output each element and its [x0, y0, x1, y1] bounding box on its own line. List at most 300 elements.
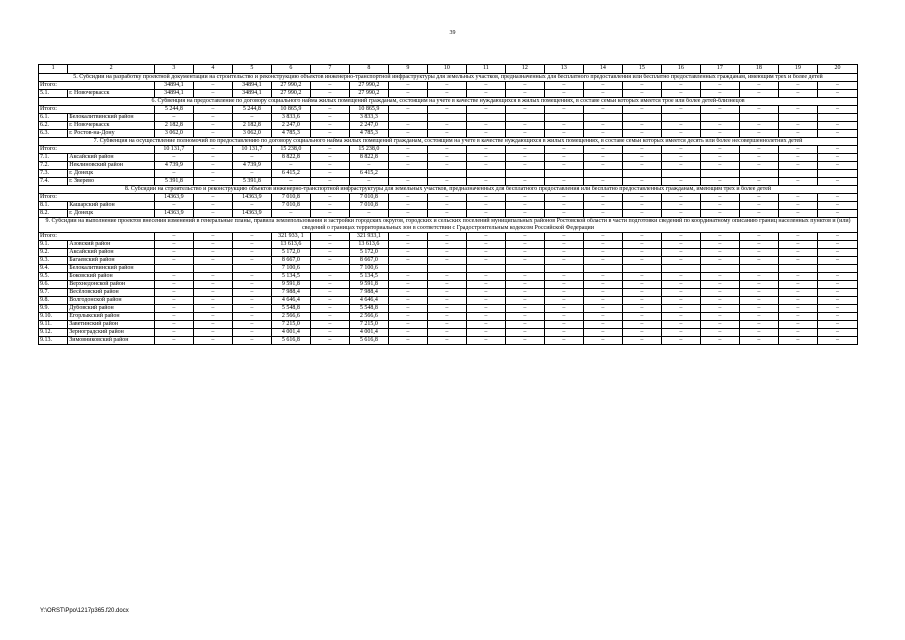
- value-cell: [310, 265, 349, 273]
- value-cell: –: [700, 305, 739, 313]
- value-cell: –: [778, 210, 817, 218]
- value-cell: –: [427, 82, 466, 90]
- value-cell: –: [427, 162, 466, 170]
- value-cell: –: [544, 329, 583, 337]
- value-cell: 9 591,8: [271, 281, 310, 289]
- value-cell: 34894,1: [232, 82, 271, 90]
- value-cell: –: [739, 297, 778, 305]
- value-cell: –: [700, 154, 739, 162]
- value-cell: –: [700, 329, 739, 337]
- value-cell: 10 131,7: [232, 146, 271, 154]
- municipality-name: Весёловский район: [68, 289, 155, 297]
- value-cell: 27 990,2: [271, 82, 310, 90]
- value-cell: 5 134,5: [349, 273, 388, 281]
- value-cell: –: [505, 297, 544, 305]
- value-cell: [700, 265, 739, 273]
- value-cell: [154, 265, 193, 273]
- value-cell: 5 244,8: [232, 106, 271, 114]
- value-cell: –: [427, 337, 466, 345]
- value-cell: –: [778, 321, 817, 329]
- value-cell: 5 616,8: [349, 337, 388, 345]
- value-cell: 2 247,0: [271, 122, 310, 130]
- value-cell: –: [232, 289, 271, 297]
- value-cell: –: [583, 194, 622, 202]
- table-row: [39, 265, 858, 273]
- value-cell: –: [544, 297, 583, 305]
- section-header-row: [39, 218, 858, 233]
- value-cell: –: [232, 321, 271, 329]
- value-cell: 5 172,0: [271, 249, 310, 257]
- value-cell: –: [544, 305, 583, 313]
- table-row: [39, 154, 858, 162]
- value-cell: 7 100,6: [271, 265, 310, 273]
- value-cell: –: [466, 90, 505, 98]
- value-cell: –: [388, 154, 427, 162]
- municipality-name: Неклиновский район: [68, 162, 155, 170]
- municipality-name: Белокалитвинский район: [68, 265, 155, 273]
- value-cell: –: [388, 249, 427, 257]
- municipality-name: г. Новочеркасск: [68, 90, 155, 98]
- value-cell: –: [193, 82, 232, 90]
- value-cell: –: [583, 154, 622, 162]
- table-row: [39, 130, 858, 138]
- value-cell: 8 822,8: [349, 154, 388, 162]
- value-cell: –: [466, 162, 505, 170]
- value-cell: –: [778, 130, 817, 138]
- value-cell: –: [817, 241, 857, 249]
- value-cell: –: [778, 146, 817, 154]
- municipality-name: Аксайский район: [68, 154, 155, 162]
- value-cell: –: [544, 202, 583, 210]
- budget-table-container: [38, 64, 858, 345]
- value-cell: –: [505, 337, 544, 345]
- value-cell: –: [388, 273, 427, 281]
- value-cell: –: [661, 194, 700, 202]
- column-number: 20: [817, 65, 857, 74]
- value-cell: –: [544, 313, 583, 321]
- value-cell: –: [661, 337, 700, 345]
- value-cell: 13 613,6: [271, 241, 310, 249]
- value-cell: –: [154, 241, 193, 249]
- value-cell: –: [193, 122, 232, 130]
- value-cell: –: [232, 233, 271, 241]
- table-row: [39, 170, 858, 178]
- table-body: [39, 65, 858, 345]
- value-cell: –: [700, 202, 739, 210]
- column-number: 16: [661, 65, 700, 74]
- value-cell: –: [661, 210, 700, 218]
- row-index: 9.1.: [39, 241, 68, 249]
- value-cell: –: [427, 257, 466, 265]
- value-cell: –: [544, 82, 583, 90]
- municipality-name: г. Ростов-на-Дону: [68, 130, 155, 138]
- column-number: 7: [310, 65, 349, 74]
- value-cell: 3 833,6: [271, 114, 310, 122]
- value-cell: –: [544, 122, 583, 130]
- value-cell: 34894,1: [232, 90, 271, 98]
- value-cell: –: [817, 337, 857, 345]
- value-cell: 10 865,9: [271, 106, 310, 114]
- value-cell: –: [817, 321, 857, 329]
- municipality-name: Багаевский район: [68, 257, 155, 265]
- municipality-name: г. Зверево: [68, 178, 155, 186]
- value-cell: 34894,1: [154, 90, 193, 98]
- value-cell: –: [388, 194, 427, 202]
- value-cell: –: [661, 122, 700, 130]
- value-cell: –: [700, 178, 739, 186]
- value-cell: 13 613,6: [349, 241, 388, 249]
- column-number: 19: [778, 65, 817, 74]
- value-cell: –: [700, 289, 739, 297]
- value-cell: –: [778, 202, 817, 210]
- value-cell: –: [232, 329, 271, 337]
- value-cell: –: [427, 297, 466, 305]
- municipality-name: Дубовский район: [68, 305, 155, 313]
- value-cell: –: [700, 106, 739, 114]
- value-cell: –: [193, 289, 232, 297]
- row-index: 9.4.: [39, 265, 68, 273]
- value-cell: –: [427, 130, 466, 138]
- value-cell: –: [661, 82, 700, 90]
- total-label: Итого:: [39, 233, 155, 241]
- value-cell: –: [193, 146, 232, 154]
- value-cell: –: [232, 241, 271, 249]
- value-cell: 5 548,8: [271, 305, 310, 313]
- value-cell: [388, 265, 427, 273]
- value-cell: 2 182,8: [154, 122, 193, 130]
- row-index: 6.2.: [39, 122, 68, 130]
- value-cell: 5 172,0: [349, 249, 388, 257]
- value-cell: –: [505, 202, 544, 210]
- value-cell: 3 062,0: [232, 130, 271, 138]
- value-cell: –: [817, 202, 857, 210]
- page-number: 39: [449, 30, 456, 36]
- value-cell: –: [817, 329, 857, 337]
- row-index: 9.2.: [39, 249, 68, 257]
- column-number: 15: [622, 65, 661, 74]
- value-cell: –: [154, 170, 193, 178]
- municipality-name: Белокалитвинский район: [68, 114, 155, 122]
- value-cell: 34894,1: [154, 82, 193, 90]
- value-cell: –: [154, 329, 193, 337]
- value-cell: –: [505, 305, 544, 313]
- value-cell: [778, 114, 817, 122]
- table-row: [39, 329, 858, 337]
- value-cell: [544, 170, 583, 178]
- row-index: 8.1.: [39, 202, 68, 210]
- section-title: 9. Субсидии на выполнение проектов внесения изменений в генеральные планы, правила землепользования и застройки городских округов, городских и сельских поселений муниципальных районов Ростовской области в части подготовки сведений по координатному описанию границ населенных пунктов и (или) сведений о границах территориальных зон в соответствии с Градостроительным кодексом Российской Федерации: [39, 218, 858, 233]
- value-cell: 7 010,8: [349, 202, 388, 210]
- value-cell: [739, 170, 778, 178]
- column-number: 9: [388, 65, 427, 74]
- value-cell: 4 785,3: [349, 130, 388, 138]
- value-cell: –: [193, 273, 232, 281]
- value-cell: –: [583, 289, 622, 297]
- value-cell: 4 739,9: [232, 162, 271, 170]
- table-row: [39, 249, 858, 257]
- column-number: 4: [193, 65, 232, 74]
- value-cell: –: [427, 106, 466, 114]
- value-cell: –: [778, 178, 817, 186]
- value-cell: –: [505, 313, 544, 321]
- value-cell: –: [388, 82, 427, 90]
- value-cell: –: [778, 233, 817, 241]
- row-index: 7.2.: [39, 162, 68, 170]
- value-cell: –: [310, 313, 349, 321]
- value-cell: –: [193, 210, 232, 218]
- value-cell: [466, 265, 505, 273]
- value-cell: –: [583, 337, 622, 345]
- value-cell: –: [349, 162, 388, 170]
- value-cell: –: [505, 241, 544, 249]
- value-cell: –: [700, 241, 739, 249]
- value-cell: –: [505, 178, 544, 186]
- row-index: 5.1.: [39, 90, 68, 98]
- value-cell: –: [583, 210, 622, 218]
- value-cell: –: [544, 130, 583, 138]
- value-cell: –: [817, 130, 857, 138]
- value-cell: –: [388, 162, 427, 170]
- value-cell: –: [700, 122, 739, 130]
- row-index: 9.7.: [39, 289, 68, 297]
- value-cell: –: [739, 329, 778, 337]
- value-cell: [544, 114, 583, 122]
- value-cell: –: [193, 281, 232, 289]
- value-cell: –: [739, 273, 778, 281]
- value-cell: –: [622, 289, 661, 297]
- value-cell: –: [817, 257, 857, 265]
- value-cell: –: [817, 162, 857, 170]
- value-cell: –: [817, 154, 857, 162]
- value-cell: –: [544, 90, 583, 98]
- value-cell: –: [739, 82, 778, 90]
- value-cell: –: [544, 289, 583, 297]
- value-cell: [583, 265, 622, 273]
- value-cell: –: [193, 329, 232, 337]
- value-cell: 14363,9: [154, 194, 193, 202]
- row-index: 7.3.: [39, 170, 68, 178]
- table-row: [39, 297, 858, 305]
- value-cell: –: [505, 210, 544, 218]
- value-cell: –: [778, 249, 817, 257]
- table-row: [39, 337, 858, 345]
- value-cell: –: [154, 233, 193, 241]
- value-cell: –: [388, 281, 427, 289]
- column-number: 12: [505, 65, 544, 74]
- value-cell: –: [739, 257, 778, 265]
- value-cell: –: [427, 122, 466, 130]
- municipality-name: Волгодонской район: [68, 297, 155, 305]
- section-header-row: [39, 138, 858, 146]
- section-title: 6. Субвенция на предоставление по договору социального найма жилых помещений гражданам, состоящим на учете в качестве нуждающихся в жилых помещениях, в составе семьи которых имеется трое или более детей-близнецов: [39, 98, 858, 106]
- value-cell: –: [622, 210, 661, 218]
- value-cell: [622, 114, 661, 122]
- value-cell: –: [310, 82, 349, 90]
- value-cell: [544, 265, 583, 273]
- value-cell: –: [622, 257, 661, 265]
- value-cell: –: [661, 162, 700, 170]
- value-cell: –: [700, 281, 739, 289]
- value-cell: 7 010,8: [349, 194, 388, 202]
- value-cell: 5 244,8: [154, 106, 193, 114]
- value-cell: –: [700, 194, 739, 202]
- value-cell: 5 391,8: [154, 178, 193, 186]
- value-cell: 4 739,9: [154, 162, 193, 170]
- value-cell: –: [505, 249, 544, 257]
- value-cell: 7 010,8: [271, 194, 310, 202]
- value-cell: –: [583, 90, 622, 98]
- value-cell: –: [817, 273, 857, 281]
- value-cell: –: [700, 130, 739, 138]
- value-cell: –: [232, 297, 271, 305]
- value-cell: –: [817, 106, 857, 114]
- value-cell: –: [310, 122, 349, 130]
- row-index: 9.8.: [39, 297, 68, 305]
- total-label: Итого:: [39, 82, 155, 90]
- row-index: 9.11.: [39, 321, 68, 329]
- value-cell: –: [466, 154, 505, 162]
- value-cell: 2 566,6: [349, 313, 388, 321]
- value-cell: –: [661, 178, 700, 186]
- value-cell: –: [310, 106, 349, 114]
- value-cell: 8 667,0: [349, 257, 388, 265]
- column-number: 8: [349, 65, 388, 74]
- value-cell: –: [778, 82, 817, 90]
- value-cell: –: [622, 281, 661, 289]
- value-cell: –: [583, 273, 622, 281]
- value-cell: –: [700, 233, 739, 241]
- value-cell: –: [466, 241, 505, 249]
- municipality-name: Боковский район: [68, 273, 155, 281]
- value-cell: –: [505, 122, 544, 130]
- value-cell: –: [232, 154, 271, 162]
- value-cell: –: [154, 297, 193, 305]
- table-row: [39, 210, 858, 218]
- value-cell: [700, 170, 739, 178]
- value-cell: –: [388, 297, 427, 305]
- column-number: 17: [700, 65, 739, 74]
- value-cell: –: [466, 178, 505, 186]
- row-index: 9.10.: [39, 313, 68, 321]
- municipality-name: Зерноградский район: [68, 329, 155, 337]
- value-cell: –: [817, 90, 857, 98]
- row-index: 9.5.: [39, 273, 68, 281]
- value-cell: [778, 170, 817, 178]
- row-index: 6.3.: [39, 130, 68, 138]
- municipality-name: г. Новочеркасск: [68, 122, 155, 130]
- value-cell: –: [700, 337, 739, 345]
- value-cell: [466, 114, 505, 122]
- value-cell: –: [154, 321, 193, 329]
- value-cell: –: [622, 313, 661, 321]
- value-cell: –: [739, 305, 778, 313]
- value-cell: –: [817, 281, 857, 289]
- total-label: Итого:: [39, 194, 155, 202]
- value-cell: 15 238,0: [349, 146, 388, 154]
- value-cell: 10 865,9: [349, 106, 388, 114]
- value-cell: –: [310, 146, 349, 154]
- value-cell: –: [817, 82, 857, 90]
- value-cell: –: [193, 233, 232, 241]
- value-cell: –: [193, 313, 232, 321]
- value-cell: –: [739, 162, 778, 170]
- value-cell: –: [505, 281, 544, 289]
- value-cell: –: [232, 114, 271, 122]
- value-cell: –: [427, 289, 466, 297]
- value-cell: 6 415,2: [271, 170, 310, 178]
- value-cell: –: [778, 289, 817, 297]
- municipality-name: г. Донецк: [68, 210, 155, 218]
- value-cell: 4 646,4: [271, 297, 310, 305]
- value-cell: –: [505, 289, 544, 297]
- total-row: [39, 146, 858, 154]
- value-cell: –: [505, 82, 544, 90]
- value-cell: –: [583, 82, 622, 90]
- value-cell: –: [544, 321, 583, 329]
- value-cell: –: [232, 313, 271, 321]
- value-cell: –: [193, 154, 232, 162]
- value-cell: –: [466, 106, 505, 114]
- value-cell: –: [583, 329, 622, 337]
- value-cell: –: [583, 106, 622, 114]
- value-cell: –: [505, 146, 544, 154]
- value-cell: –: [154, 154, 193, 162]
- value-cell: –: [544, 241, 583, 249]
- value-cell: –: [310, 210, 349, 218]
- value-cell: –: [154, 305, 193, 313]
- value-cell: –: [622, 337, 661, 345]
- value-cell: –: [739, 122, 778, 130]
- value-cell: 321 933, 1: [271, 233, 310, 241]
- row-index: 7.4.: [39, 178, 68, 186]
- value-cell: –: [466, 122, 505, 130]
- table-row: [39, 313, 858, 321]
- value-cell: –: [388, 90, 427, 98]
- value-cell: –: [154, 337, 193, 345]
- value-cell: –: [388, 289, 427, 297]
- value-cell: –: [739, 313, 778, 321]
- value-cell: 14363,9: [232, 210, 271, 218]
- section-header-row: [39, 74, 858, 82]
- value-cell: –: [583, 122, 622, 130]
- value-cell: 9 591,8: [349, 281, 388, 289]
- table-row: [39, 305, 858, 313]
- value-cell: 5 548,8: [349, 305, 388, 313]
- value-cell: –: [466, 273, 505, 281]
- value-cell: –: [427, 90, 466, 98]
- value-cell: –: [193, 241, 232, 249]
- value-cell: [661, 170, 700, 178]
- value-cell: –: [544, 178, 583, 186]
- value-cell: 6 415,2: [349, 170, 388, 178]
- value-cell: –: [154, 257, 193, 265]
- value-cell: –: [778, 337, 817, 345]
- value-cell: –: [310, 233, 349, 241]
- value-cell: –: [661, 257, 700, 265]
- value-cell: [817, 114, 857, 122]
- value-cell: –: [232, 202, 271, 210]
- value-cell: –: [739, 202, 778, 210]
- value-cell: –: [622, 305, 661, 313]
- value-cell: –: [661, 241, 700, 249]
- value-cell: –: [739, 194, 778, 202]
- value-cell: [778, 265, 817, 273]
- value-cell: –: [427, 281, 466, 289]
- value-cell: –: [427, 178, 466, 186]
- table-row: [39, 178, 858, 186]
- value-cell: –: [193, 178, 232, 186]
- value-cell: –: [544, 146, 583, 154]
